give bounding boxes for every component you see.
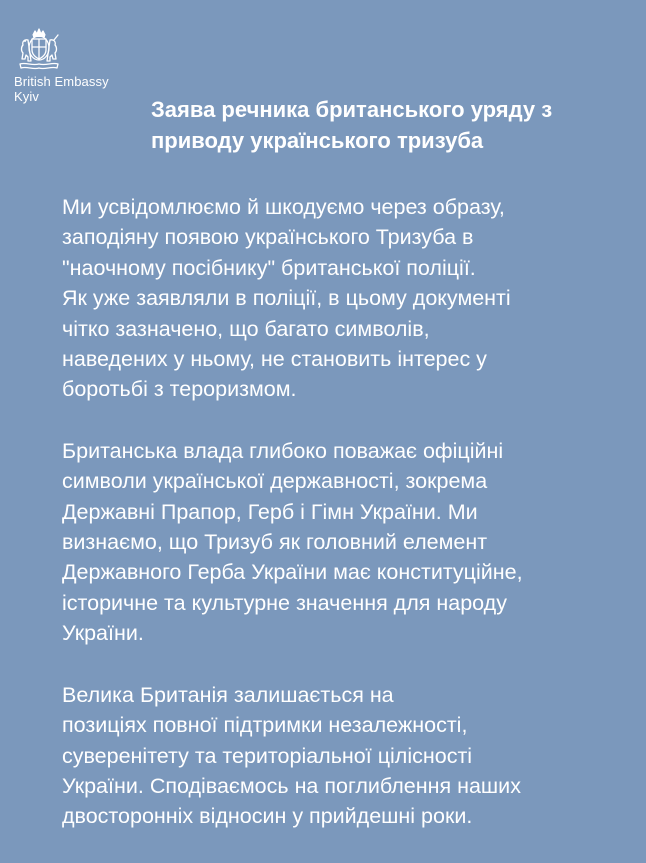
- paragraph-2: Британська влада глибоко поважає офіційні символи української державності, зокрема Державні Прапор, Герб і Гімн України. Ми визнаємо, що Тризуб як головний елемент Державного Герба України має конституційне, історичне та культурне значення для народу України.: [62, 438, 523, 646]
- embassy-logo: [14, 26, 124, 104]
- royal-coat-of-arms-icon: [14, 26, 64, 72]
- paragraph-1: Ми усвідомлюємо й шкодуємо через образу, заподіяну появою українського Тризуба в "наочному посібнику" британської поліції. Як уже заявляли в поліції, в цьому документі чітко зазначено, що багато символів, наведених у ньому, не становить інтерес у боротьбі з тероризмом.: [62, 195, 511, 402]
- org-name-line2: Kyiv: [14, 89, 39, 104]
- statement-title: Заява речника британського уряду з приводу українського тризуба: [151, 97, 553, 153]
- paragraph-3: Велика Британія залишається на позиціях повної підтримки незалежності, суверенітету та територіальної цілісності України. Сподіваємось на поглиблення наших двосторонніх відносин у прийдешні роки.: [62, 682, 521, 829]
- org-name-line1: British Embassy: [14, 74, 109, 89]
- statement-body: [62, 192, 644, 863]
